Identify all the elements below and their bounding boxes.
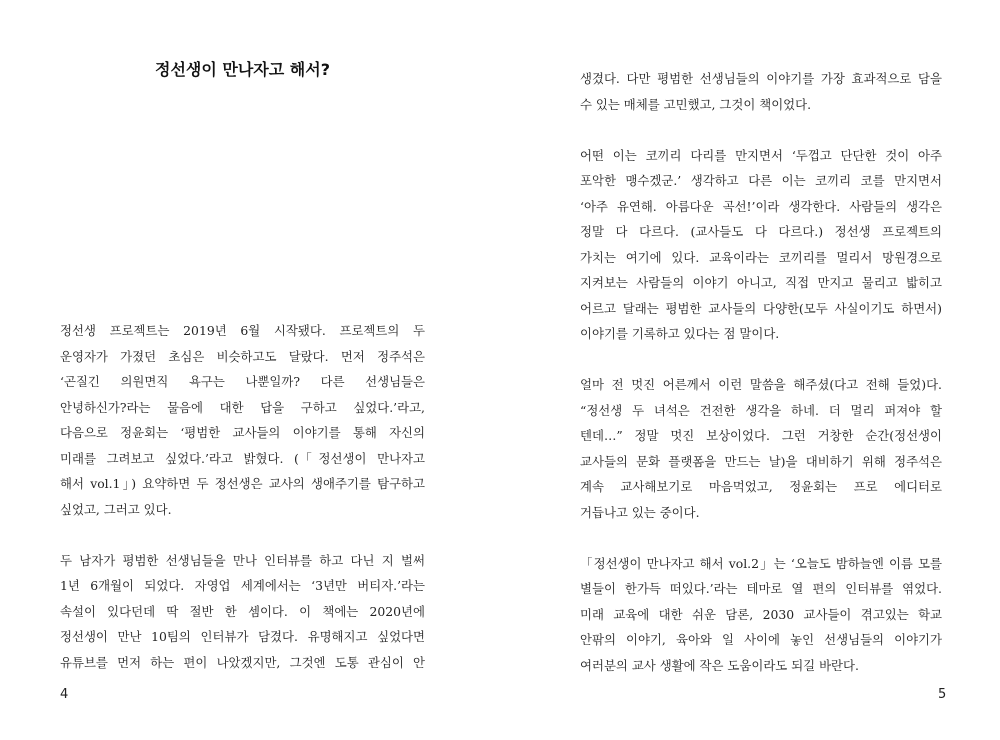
text-line: 속설이 있다던데 딱 절반 한 셈이다. 이 책에는 2020년에 [60, 603, 425, 619]
text-line: 얼마 전 멋진 어른께서 이런 말씀을 해주셨(다고 전해 들었)다. [580, 377, 942, 392]
text-line: 수 있는 매체를 고민했고, 그것이 책이었다. [580, 96, 812, 112]
text-line: 가치는 여기에 있다. 교육이라는 코끼리를 멀리서 망원경으로 [580, 249, 942, 265]
text-line: 계속 교사해보기로 마음먹었고, 정윤회는 프로 에디터로 [580, 479, 942, 494]
text-line: 정말 다 다르다. (교사들도 다 다르다.) 정선생 프로젝트의 [580, 224, 942, 239]
text-line: 포악한 맹수겠군.’ 생각하고 다른 이는 코끼리 코를 만지면서 [580, 173, 942, 188]
page-number: 4 [60, 687, 69, 702]
text-line: 거듭나고 있는 중이다. [580, 504, 700, 520]
text-line: 미래를 그려보고 싶었다.’라고 밝혔다. (「정선생이 만나자고 [60, 450, 425, 466]
paragraph [580, 551, 942, 679]
page-number: 5 [938, 687, 947, 702]
text-line: 정선생이 만난 10팀의 인터뷰가 담겼다. 유명해지고 싶었다면 [60, 629, 425, 644]
text-line: 교사들의 문화 플랫폼을 만드는 날)을 대비하기 위해 정주석은 [580, 453, 942, 469]
text-line: 유튜브를 먼저 하는 편이 나았겠지만, 그것엔 도통 관심이 안 [60, 654, 425, 670]
text-line: 어르고 달래는 평범한 교사들의 다양한(모두 사실이기도 하면서) [580, 300, 942, 316]
text-line: 해서 vol.1」) 요약하면 두 정선생은 교사의 생애주기를 탐구하고 [60, 476, 425, 491]
left-page-body [60, 318, 425, 675]
text-line: 「정선생이 만나자고 해서 vol.2」는 ‘오늘도 밤하늘엔 이름 모를 [580, 555, 942, 571]
text-line: ‘아주 유연해. 아름다운 곡선!’이라 생각한다. 사람들의 생각은 [580, 198, 942, 214]
paragraph [60, 318, 425, 522]
text-line: 다음으로 정윤회는 ‘평범한 교사들의 이야기를 통해 자신의 [60, 425, 425, 440]
text-line: 운영자가 가졌던 초심은 비슷하고도 달랐다. 먼저 정주석은 [60, 348, 425, 364]
paragraph [60, 548, 425, 676]
chapter-title: 정선생이 만나자고 해서? [155, 60, 330, 79]
text-line: 미래 교육에 대한 쉬운 담론, 2030 교사들이 겪고있는 학교 [580, 606, 942, 622]
text-line: 어떤 이는 코끼리 다리를 만지면서 ‘두껍고 단단한 것이 아주 [580, 147, 942, 163]
right-page-body [580, 66, 942, 678]
text-line: 생겼다. 다만 평범한 선생님들의 이야기를 가장 효과적으로 담을 [580, 71, 942, 86]
paragraph [580, 143, 942, 347]
text-line: 안녕하신가?라는 물음에 대한 답을 구하고 싶었다.’라고, [60, 399, 425, 415]
text-line: 별들이 한가득 떠있다.’라는 테마로 열 편의 인터뷰를 엮었다. [580, 581, 942, 596]
text-line: 정선생 프로젝트는 2019년 6월 시작됐다. 프로젝트의 두 [60, 323, 425, 338]
text-line: 안팎의 이야기, 육아와 일 사이에 놓인 선생님들의 이야기가 [580, 632, 942, 647]
text-line: 지켜보는 사람들의 이야기 아니고, 직접 만지고 물리고 밟히고 [580, 275, 942, 290]
text-line: 1년 6개월이 되었다. 자영업 세계에서는 ‘3년만 버티자.’라는 [60, 578, 425, 593]
text-line: “정선생 두 녀석은 건전한 생각을 하네. 더 멀리 퍼져야 할 [580, 402, 942, 418]
text-line: 두 남자가 평범한 선생님들을 만나 인터뷰를 하고 다닌 지 벌써 [60, 552, 425, 568]
text-line: ‘곤질긴 의원면직 욕구는 나뿐일까? 다른 선생님들은 [60, 374, 425, 389]
paragraph [580, 66, 942, 117]
text-line: 싶었고, 그러고 있다. [60, 501, 172, 517]
text-line: 텐데…” 정말 멋진 보상이었다. 그런 거창한 순간(정선생이 [580, 428, 942, 443]
paragraph [580, 372, 942, 525]
text-line: 이야기를 기록하고 있다는 점 말이다. [580, 326, 780, 341]
text-line: 여러분의 교사 생활에 작은 도움이라도 되길 바란다. [580, 657, 859, 673]
